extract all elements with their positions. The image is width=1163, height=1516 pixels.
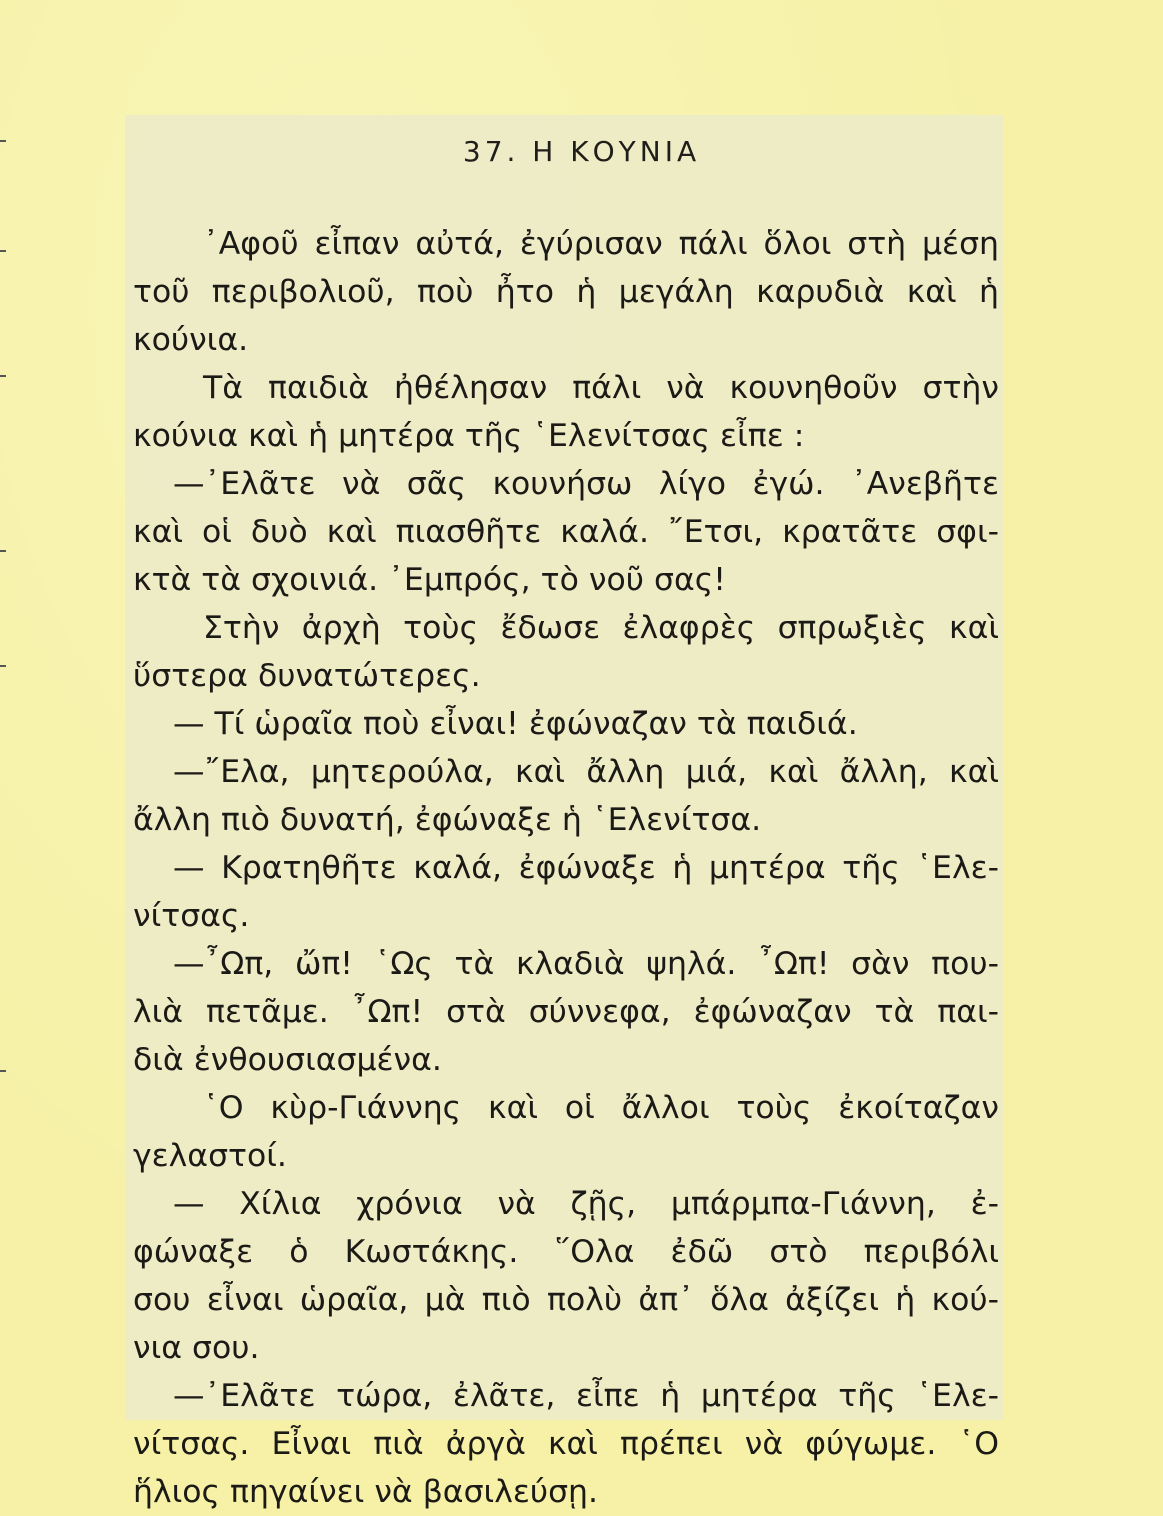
text-line: τοῦ περιβολιοῦ, ποὺ ἦτο ἡ μεγάλη καρυδιὰ καὶ ἡ <box>133 274 999 310</box>
text-line: νίτσας. Εἶναι πιὰ ἀργὰ καὶ πρέπει νὰ φύγωμε. ῾Ο <box>133 1426 999 1462</box>
text-line: ὕστερα δυνατώτερες. <box>133 658 481 694</box>
margin-mark <box>0 250 6 252</box>
text-line: ῾Ο κὺρ-Γιάννης καὶ οἱ ἄλλοι τοὺς ἐκοίταζαν <box>203 1090 999 1126</box>
chapter-title: 37. Η ΚΟΥΝΙΑ <box>462 135 701 168</box>
text-line: σου εἶναι ὡραῖα, μὰ πιὸ πολὺ ἀπ᾿ ὅλα ἀξίζει ἡ κού- <box>133 1282 999 1318</box>
text-line: γελαστοί. <box>133 1138 287 1174</box>
text-line: κούνια. <box>133 322 249 358</box>
text-line: φώναξε ὁ Κωστάκης. ῞Ολα ἐδῶ στὸ περιβόλι <box>133 1234 999 1270</box>
text-line: καὶ οἱ δυὸ καὶ πιασθῆτε καλά. ῎Ετσι, κρατᾶτε σφι- <box>133 514 999 550</box>
text-line: —᾿Ελᾶτε τώρα, ἐλᾶτε, εἶπε ἡ μητέρα τῆς ῾Ελε- <box>173 1378 999 1414</box>
text-line: ἄλλη πιὸ δυνατή, ἐφώναξε ἡ ῾Ελενίτσα. <box>133 802 762 838</box>
margin-mark <box>0 375 6 377</box>
text-line: —῎Ελα, μητερούλα, καὶ ἄλλη μιά, καὶ ἄλλη, καὶ <box>173 754 999 790</box>
text-line: Στὴν ἀρχὴ τοὺς ἔδωσε ἐλαφρὲς σπρωξιὲς καὶ <box>203 610 999 646</box>
text-line: — Κρατηθῆτε καλά, ἐφώναξε ἡ μητέρα τῆς ῾Ελε- <box>173 850 999 886</box>
text-line: —᾿Ελᾶτε νὰ σᾶς κουνήσω λίγο ἐγώ. ᾿Ανεβῆτε <box>173 466 999 502</box>
text-line: — Τί ὡραῖα ποὺ εἶναι! ἐφώναζαν τὰ παιδιά. <box>173 706 858 742</box>
margin-mark <box>0 665 6 667</box>
text-line: ᾿Αφοῦ εἶπαν αὐτά, ἐγύρισαν πάλι ὅλοι στὴ μέση <box>203 226 999 262</box>
text-line: κτὰ τὰ σχοινιά. ᾿Εμπρός, τὸ νοῦ σας! <box>133 562 726 598</box>
text-line: κούνια καὶ ἡ μητέρα τῆς ῾Ελενίτσας εἶπε : <box>133 418 805 454</box>
text-line: διὰ ἐνθουσιασμένα. <box>133 1042 442 1078</box>
text-line: ἥλιος πηγαίνει νὰ βασιλεύσῃ. <box>133 1474 599 1510</box>
text-line: — Χίλια χρόνια νὰ ζῇς, μπάρμπα-Γιάννη, ἐ- <box>173 1186 999 1222</box>
text-line: νια σου. <box>133 1330 260 1366</box>
margin-mark <box>0 550 6 552</box>
text-line: —῏Ωπ, ὤπ! ῾Ως τὰ κλαδιὰ ψηλά. ῏Ωπ! σὰν που- <box>173 946 999 982</box>
text-line: νίτσας. <box>133 898 250 934</box>
text-line: Τὰ παιδιὰ ἠθέλησαν πάλι νὰ κουνηθοῦν στὴν <box>203 370 999 406</box>
text-line: λιὰ πετᾶμε. ῏Ωπ! στὰ σύννεφα, ἐφώναζαν τὰ παι- <box>133 994 999 1030</box>
margin-mark <box>0 1070 6 1072</box>
